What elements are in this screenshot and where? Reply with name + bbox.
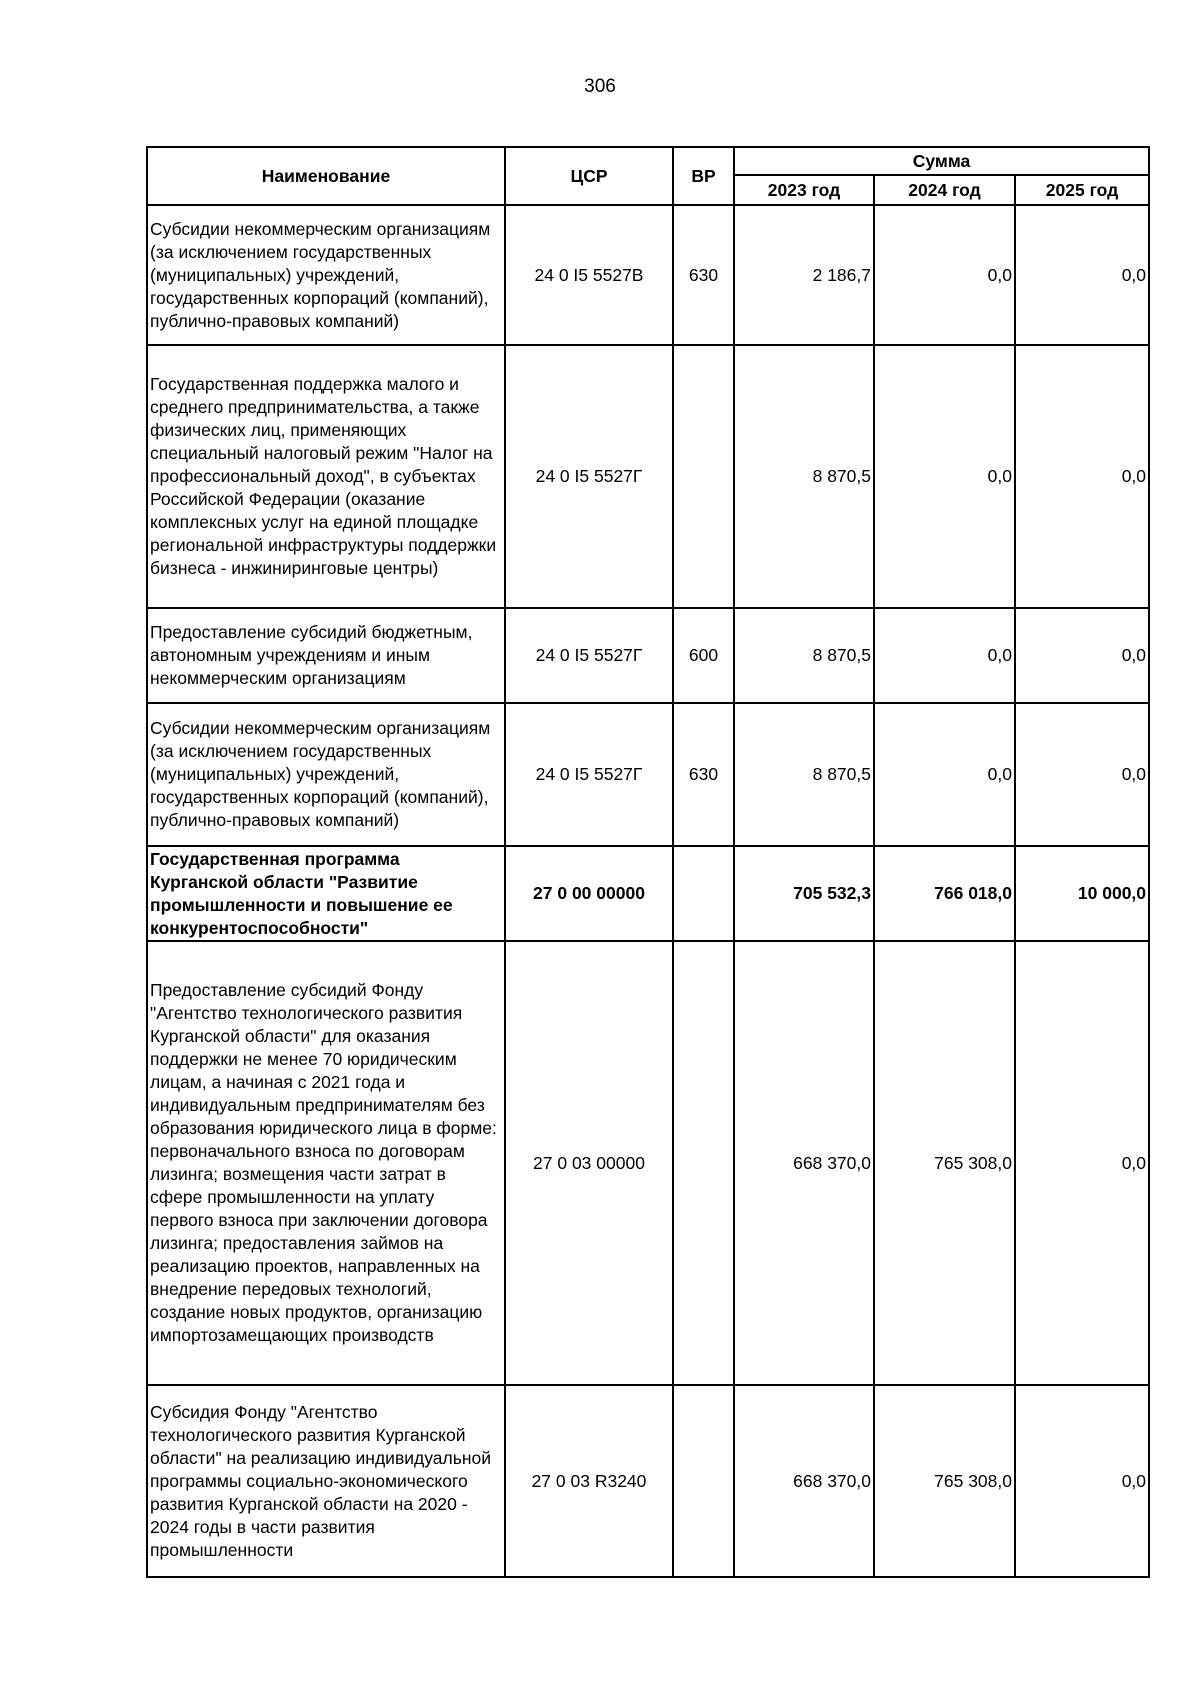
table-row (147, 1385, 1149, 1577)
row-vr (673, 345, 734, 608)
table-row (147, 703, 1149, 846)
row-name: Предоставление субсидий бюджетным, автономным учреждениям и иным некоммерческим организациям (147, 608, 505, 703)
row-sum-2025: 0,0 (1015, 345, 1149, 608)
page-number: 306 (584, 76, 616, 97)
row-sum-2024: 766 018,0 (874, 846, 1015, 941)
table-row (147, 941, 1149, 1385)
row-sum-2025: 0,0 (1015, 703, 1149, 846)
row-sum-2024: 0,0 (874, 608, 1015, 703)
row-sum-2024: 0,0 (874, 205, 1015, 345)
row-sum-2024: 765 308,0 (874, 941, 1015, 1385)
row-sum-2024: 0,0 (874, 345, 1015, 608)
row-name: Субсидия Фонду "Агентство технологического развития Курганской области" на реализацию индивидуальной программы социально-экономического развития Курганской области на 2020 - 2024 годы в части развития промышленности (147, 1385, 505, 1577)
row-csr: 24 0 I5 5527В (505, 205, 673, 345)
row-sum-2025: 0,0 (1015, 941, 1149, 1385)
row-vr (673, 846, 734, 941)
row-sum-2023: 2 186,7 (734, 205, 874, 345)
row-csr: 27 0 03 R3240 (505, 1385, 673, 1577)
row-sum-2023: 668 370,0 (734, 941, 874, 1385)
row-sum-2023: 8 870,5 (734, 703, 874, 846)
row-sum-2023: 8 870,5 (734, 608, 874, 703)
table-body (147, 205, 1149, 1577)
row-csr: 27 0 00 00000 (505, 846, 673, 941)
header-year-2025: 2025 год (1015, 175, 1149, 205)
row-vr: 600 (673, 608, 734, 703)
row-vr (673, 1385, 734, 1577)
row-sum-2024: 0,0 (874, 703, 1015, 846)
row-sum-2024: 765 308,0 (874, 1385, 1015, 1577)
row-name: Субсидии некоммерческим организациям (за исключением государственных (муниципальных) учреждений, государственных корпораций (компаний), публично-правовых компаний) (147, 205, 505, 345)
header-vr: ВР (673, 147, 734, 205)
row-sum-2023: 705 532,3 (734, 846, 874, 941)
row-sum-2025: 0,0 (1015, 608, 1149, 703)
table-row (147, 345, 1149, 608)
row-sum-2025: 10 000,0 (1015, 846, 1149, 941)
table-row (147, 846, 1149, 941)
table-row (147, 205, 1149, 345)
header-csr: ЦСР (505, 147, 673, 205)
row-sum-2025: 0,0 (1015, 1385, 1149, 1577)
row-vr: 630 (673, 205, 734, 345)
row-name: Государственная программа Курганской области "Развитие промышленности и повышение ее конкурентоспособности" (147, 846, 505, 941)
table-row (147, 608, 1149, 703)
row-csr: 27 0 03 00000 (505, 941, 673, 1385)
row-csr: 24 0 I5 5527Г (505, 608, 673, 703)
row-name: Предоставление субсидий Фонду "Агентство технологического развития Курганской области" для оказания поддержки не менее 70 юридическим лицам, а начиная с 2021 года и индивидуальным предпринимателям без образования юридического лица в форме: первоначального взноса по договорам лизинга; возмещения части затрат в сфере промышленности на уплату первого взноса при заключении договора лизинга; предоставления займов на реализацию проектов, направленных на внедрение передовых технологий, создание новых продуктов, организацию импортозамещающих производств (147, 941, 505, 1385)
header-year-2023: 2023 год (734, 175, 874, 205)
row-name: Государственная поддержка малого и среднего предпринимательства, а также физических лиц, применяющих специальный налоговый режим "Налог на профессиональный доход", в субъектах Российской Федерации (оказание комплексных услуг на единой площадке региональной инфраструктуры поддержки бизнеса - инжиниринговые центры) (147, 345, 505, 608)
row-csr: 24 0 I5 5527Г (505, 345, 673, 608)
row-sum-2025: 0,0 (1015, 205, 1149, 345)
header-sum: Сумма (734, 147, 1149, 175)
row-name: Субсидии некоммерческим организациям (за исключением государственных (муниципальных) учреждений, государственных корпораций (компаний), публично-правовых компаний) (147, 703, 505, 846)
header-name: Наименование (147, 147, 505, 205)
row-vr: 630 (673, 703, 734, 846)
row-csr: 24 0 I5 5527Г (505, 703, 673, 846)
header-year-2024: 2024 год (874, 175, 1015, 205)
row-vr (673, 941, 734, 1385)
row-sum-2023: 668 370,0 (734, 1385, 874, 1577)
row-sum-2023: 8 870,5 (734, 345, 874, 608)
budget-table (146, 146, 1150, 1578)
